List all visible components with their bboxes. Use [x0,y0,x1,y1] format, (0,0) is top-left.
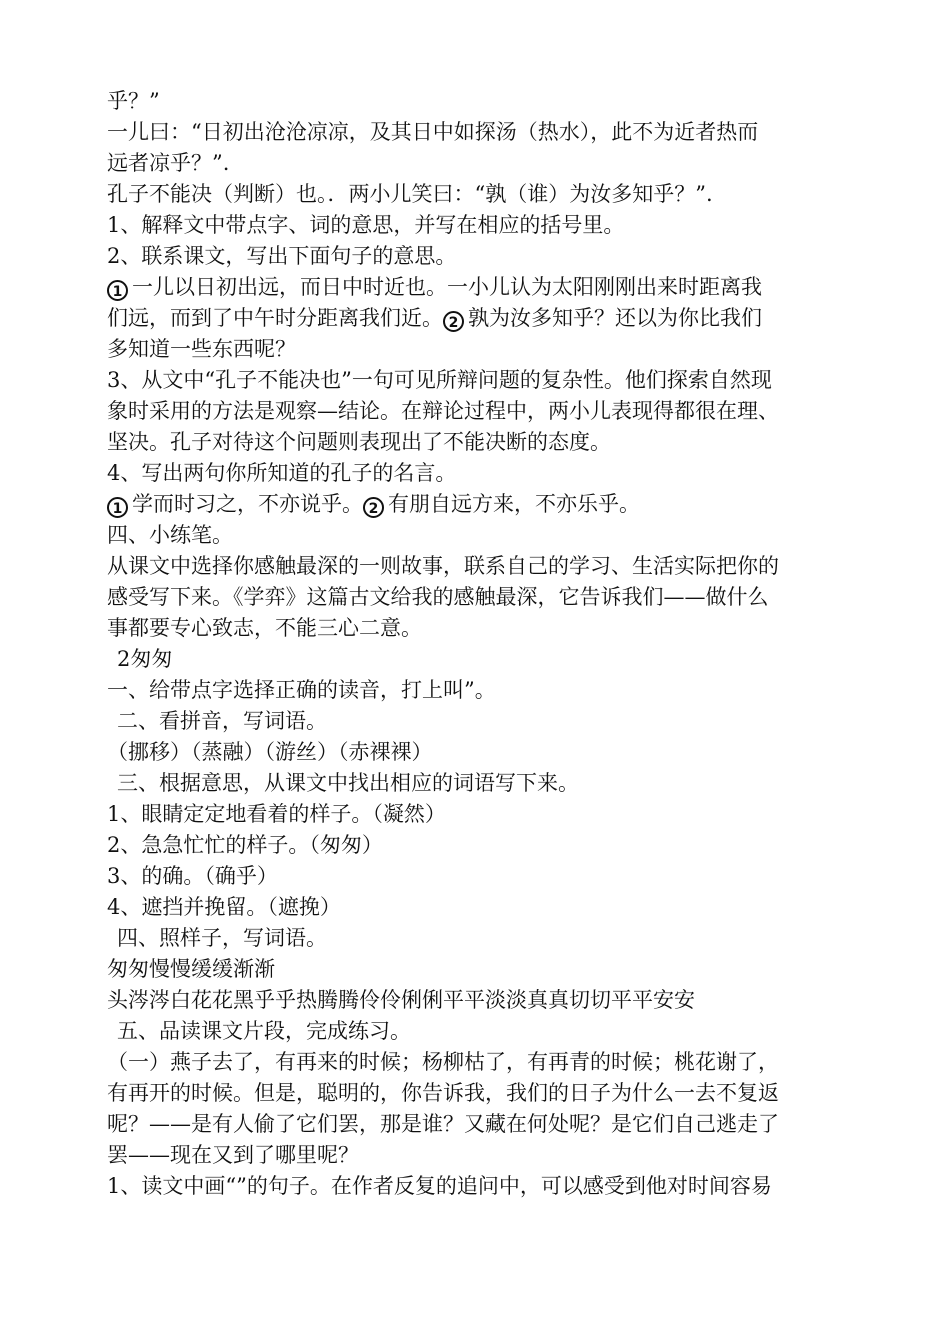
text-line: 有再开的时候。但是，聪明的，你告诉我，我们的日子为什么一去不复返 [107,1081,779,1105]
answer-text: 有朋自远方来，不亦乐乎。 [388,492,640,516]
circled-number-marker: 1 [107,497,128,518]
section-heading: 三、根据意思，从课文中找出相应的词语写下来。 [117,771,579,795]
question-line: 4、遮挡并挽留。（遮挽） [107,895,341,919]
answer-text: 们远，而到了中午时分距离我们近。 [107,306,443,330]
question-line: 1、读文中画“”的句子。在作者反复的追问中，可以感受到他对时间容易 [107,1174,772,1198]
text-line: 匆匆慢慢缓缓渐渐 [107,957,275,981]
section-heading: 四、小练笔。 [107,523,233,547]
text-line: 远者凉乎？”. [107,151,230,175]
text-line: 坚决。孔子对待这个问题则表现出了不能决断的态度。 [107,430,611,454]
text-line: 乎？” [107,89,160,113]
section-heading: 一、给带点字选择正确的读音，打上叫”。 [107,678,496,702]
section-heading: 四、照样子，写词语。 [117,926,327,950]
answer-text: 学而时习之，不亦说乎。 [132,492,363,516]
text-line: 感受写下来。《学弈》这篇古文给我的感触最深，它告诉我们——做什么 [107,585,769,609]
answer-line [107,303,867,334]
section-heading: 五、品读课文片段，完成练习。 [117,1019,411,1043]
text-line: （挪移）（蒸融）（游丝）（赤裸裸） [107,740,433,764]
answer-text: 一儿以日初出远，而日中时近也。一小儿认为太阳刚刚出来时距离我 [132,275,762,299]
text-line: 从课文中选择你感触最深的一则故事，联系自己的学习、生活实际把你的 [107,554,779,578]
text-line: 头涔涔白花花黑乎乎热腾腾伶伶俐俐平平淡淡真真切切平平安安 [107,988,695,1012]
lesson-title: 2匆匆 [117,647,173,671]
text-line: 多知道一些东西呢？ [107,337,296,361]
text-line: 事都要专心致志，不能三心二意。 [107,616,422,640]
question-line: 3、从文中“孔子不能决也”一句可见所辩问题的复杂性。他们探索自然现 [107,368,772,392]
answer-line [107,272,867,303]
section-heading: 二、看拼音，写词语。 [117,709,327,733]
text-line: 孔子不能决（判断）也。．两小儿笑曰：“孰（谁）为汝多知乎？”. [107,182,713,206]
question-line: 2、急急忙忙的样子。（匆匆） [107,833,383,857]
circled-number-marker: 2 [443,311,464,332]
answer-text: 孰为汝多知乎？还以为你比我们 [468,306,762,330]
circled-number-marker: 1 [107,280,128,301]
text-line: 罢——现在又到了哪里呢？ [107,1143,359,1167]
text-line: （一）燕子去了，有再来的时候；杨柳枯了，有再青的时候；桃花谢了， [107,1050,779,1074]
question-line: 2、联系课文，写出下面句子的意思。 [107,244,457,268]
text-line: 一儿曰：“日初出沧沧凉凉，及其日中如探汤（热水），此不为近者热而 [107,120,759,144]
text-line: 呢？——是有人偷了它们罢，那是谁？又藏在何处呢？是它们自己逃走了 [107,1112,779,1136]
question-line: 4、写出两句你所知道的孔子的名言。 [107,461,457,485]
answer-line [107,489,867,520]
document-page [107,86,867,1202]
circled-number-marker: 2 [363,497,384,518]
question-line: 3、的确。（确乎） [107,864,278,888]
question-line: 1、眼睛定定地看着的样子。（凝然） [107,802,446,826]
question-line: 1、解释文中带点字、词的意思，并写在相应的括号里。 [107,213,625,237]
text-line: 象时采用的方法是观察—结论。在辩论过程中，两小儿表现得都很在理、 [107,399,779,423]
